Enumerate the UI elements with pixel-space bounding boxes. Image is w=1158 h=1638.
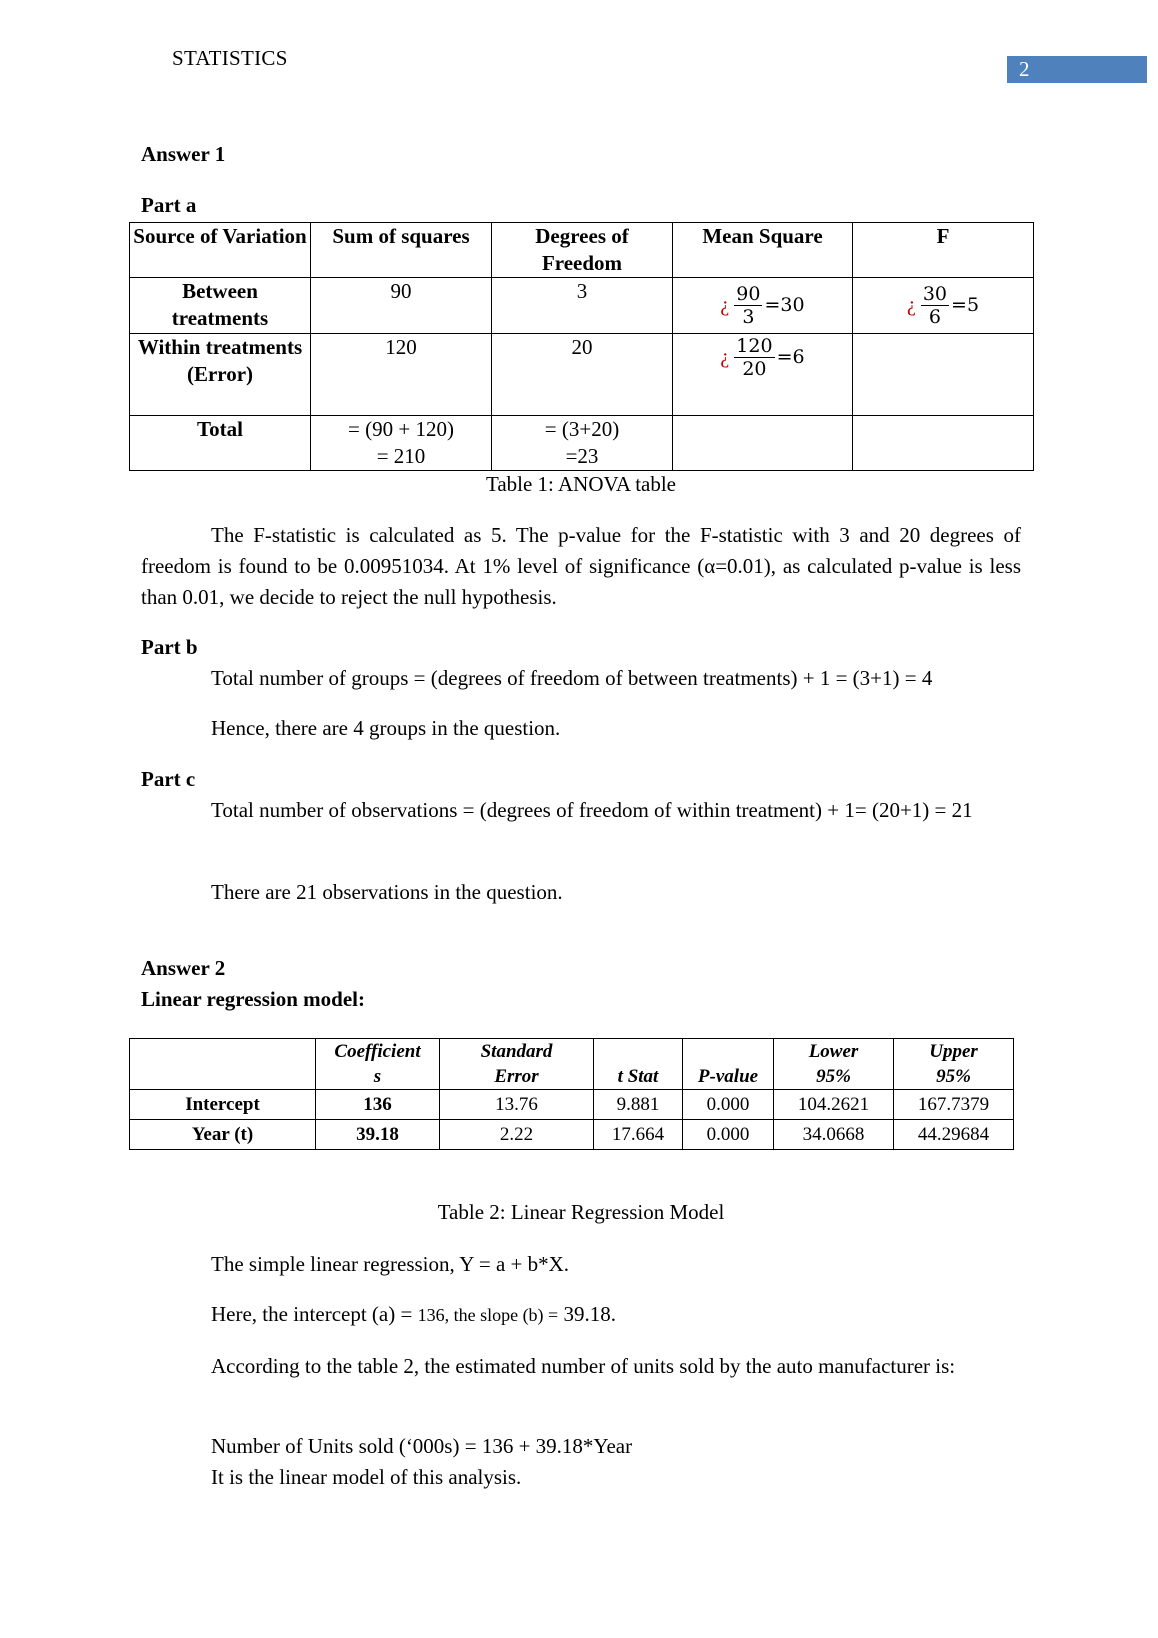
part-c-line1: Total number of observations = (degrees of freedom of within treatment) + 1= (20+1) = 21 <box>211 798 973 822</box>
anova-f-between <box>853 278 1034 334</box>
answer2-subheading: Linear regression model: <box>141 987 365 1011</box>
anova-table <box>129 222 1034 471</box>
reg-header-upper-line1: Upper <box>929 1041 978 1062</box>
anova-df-within: 20 <box>492 334 673 416</box>
regression-p2-part2: 136, the slope (b) = <box>417 1305 559 1325</box>
ms-between-numerator: 90 <box>736 283 761 305</box>
regression-caption: Table 2: Linear Regression Model <box>437 1200 725 1224</box>
reg-coef-intercept: 136 <box>316 1090 440 1120</box>
reg-header-se-line1: Standard <box>480 1041 553 1062</box>
anova-header-row <box>130 223 1034 278</box>
anova-header-f: F <box>853 223 1034 278</box>
reg-t-intercept: 9.881 <box>594 1090 683 1120</box>
ss-total-line2: = 210 <box>376 444 426 468</box>
page-number: 2 <box>1007 56 1147 83</box>
f-result: =5 <box>951 294 980 316</box>
reg-header-lower-line1: Lower <box>808 1041 859 1062</box>
reg-header-coef-line2: s <box>373 1066 382 1087</box>
anova-row-between <box>130 278 1034 334</box>
reg-lower-intercept: 104.2621 <box>774 1090 894 1120</box>
reg-coef-year: 39.18 <box>316 1120 440 1150</box>
ms-between-result: =30 <box>764 294 805 316</box>
anova-ss-between: 90 <box>311 278 492 334</box>
reg-se-year: 2.22 <box>440 1120 594 1150</box>
regression-header-row <box>130 1039 1014 1090</box>
anova-header-ms: Mean Square <box>673 223 853 278</box>
ms-between-fraction <box>734 283 762 328</box>
reg-header-tstat: t Stat <box>594 1039 683 1090</box>
anova-paragraph: The F-statistic is calculated as 5. The p-value for the F-statistic with 3 and 20 degrees of freedom is found to be 0.00951034. At 1% level of significance (α=0.01), as calculated p-value is less than 0.01, we decide to reject the null hypothesis. <box>141 523 1021 609</box>
reg-header-se-line2: Error <box>494 1066 539 1087</box>
anova-header-ss: Sum of squares <box>311 223 492 278</box>
anova-ms-between <box>673 278 853 334</box>
ms-within-numerator: 120 <box>736 335 773 357</box>
anova-source-total: Total <box>130 416 311 471</box>
regression-p5: It is the linear model of this analysis. <box>211 1465 522 1489</box>
f-numerator: 30 <box>922 283 948 305</box>
part-b-line1: Total number of groups = (degrees of freedom of between treatments) + 1 = (3+1) = 4 <box>211 666 933 690</box>
regression-p1: The simple linear regression, Y = a + b*X. <box>211 1252 570 1276</box>
part-c-line2: There are 21 observations in the question. <box>211 880 563 904</box>
anova-df-between: 3 <box>492 278 673 334</box>
regression-row-intercept <box>130 1090 1014 1120</box>
df-total-line2: =23 <box>565 444 599 468</box>
regression-p2-part1: Here, the intercept (a) = <box>211 1302 418 1326</box>
reg-header-lower-line2: 95% <box>816 1066 851 1087</box>
anova-header-source: Source of Variation <box>130 223 311 278</box>
answer2-heading: Answer 2 <box>141 956 226 980</box>
reg-upper-year: 44.29684 <box>894 1120 1014 1150</box>
part-b-line2: Hence, there are 4 groups in the question. <box>211 716 561 740</box>
ms-within-fraction <box>734 335 774 380</box>
anova-f-total <box>853 416 1034 471</box>
reg-header-blank <box>130 1039 316 1090</box>
anova-ss-total <box>311 416 492 471</box>
anova-row-total <box>130 416 1034 471</box>
reg-header-upper-line2: 95% <box>936 1066 971 1087</box>
reg-lower-year: 34.0668 <box>774 1120 894 1150</box>
anova-ms-total <box>673 416 853 471</box>
part-a-heading: Part a <box>141 193 197 217</box>
reg-t-year: 17.664 <box>594 1120 683 1150</box>
f-symbol: ¿ <box>906 294 916 316</box>
regression-p3: According to the table 2, the estimated number of units sold by the auto manufacturer is: <box>211 1354 956 1378</box>
reg-label-intercept: Intercept <box>130 1090 316 1120</box>
running-header: STATISTICS <box>172 46 288 70</box>
anova-f-within <box>853 334 1034 416</box>
anova-ms-within <box>673 334 853 416</box>
reg-header-coef-line1: Coefficient <box>334 1041 421 1062</box>
reg-p-year: 0.000 <box>683 1120 774 1150</box>
f-fraction <box>921 283 949 328</box>
ms-within-result: =6 <box>776 346 805 368</box>
regression-p4: Number of Units sold (‘000s) = 136 + 39.18*Year <box>211 1434 633 1458</box>
f-denominator: 6 <box>928 306 941 328</box>
regression-row-year <box>130 1120 1014 1150</box>
anova-row-within <box>130 334 1034 416</box>
reg-se-intercept: 13.76 <box>440 1090 594 1120</box>
df-total-line1: = (3+20) <box>544 417 620 441</box>
reg-p-intercept: 0.000 <box>683 1090 774 1120</box>
answer1-heading: Answer 1 <box>141 142 226 166</box>
anova-ss-within: 120 <box>311 334 492 416</box>
ms-within-symbol: ¿ <box>720 346 730 368</box>
reg-label-year: Year (t) <box>130 1120 316 1150</box>
reg-header-coefficients <box>316 1039 440 1090</box>
reg-header-lower <box>774 1039 894 1090</box>
ms-between-symbol: ¿ <box>720 294 730 316</box>
part-b-heading: Part b <box>141 635 198 659</box>
part-c-heading: Part c <box>141 767 196 791</box>
reg-header-upper <box>894 1039 1014 1090</box>
anova-source-between: Between treatments <box>130 278 311 334</box>
anova-caption: Table 1: ANOVA table <box>485 472 677 496</box>
anova-header-df: Degrees of Freedom <box>492 223 673 278</box>
ss-total-line1: = (90 + 120) <box>348 417 454 441</box>
regression-table <box>129 1038 1014 1150</box>
anova-source-within: Within treatments (Error) <box>130 334 311 416</box>
reg-upper-intercept: 167.7379 <box>894 1090 1014 1120</box>
regression-p2 <box>211 1299 616 1331</box>
ms-between-denominator: 3 <box>742 306 755 328</box>
anova-df-total <box>492 416 673 471</box>
reg-header-stderr <box>440 1039 594 1090</box>
regression-p2-part3: 39.18. <box>558 1302 616 1326</box>
reg-header-pvalue: P-value <box>683 1039 774 1090</box>
ms-within-denominator: 20 <box>742 358 767 380</box>
